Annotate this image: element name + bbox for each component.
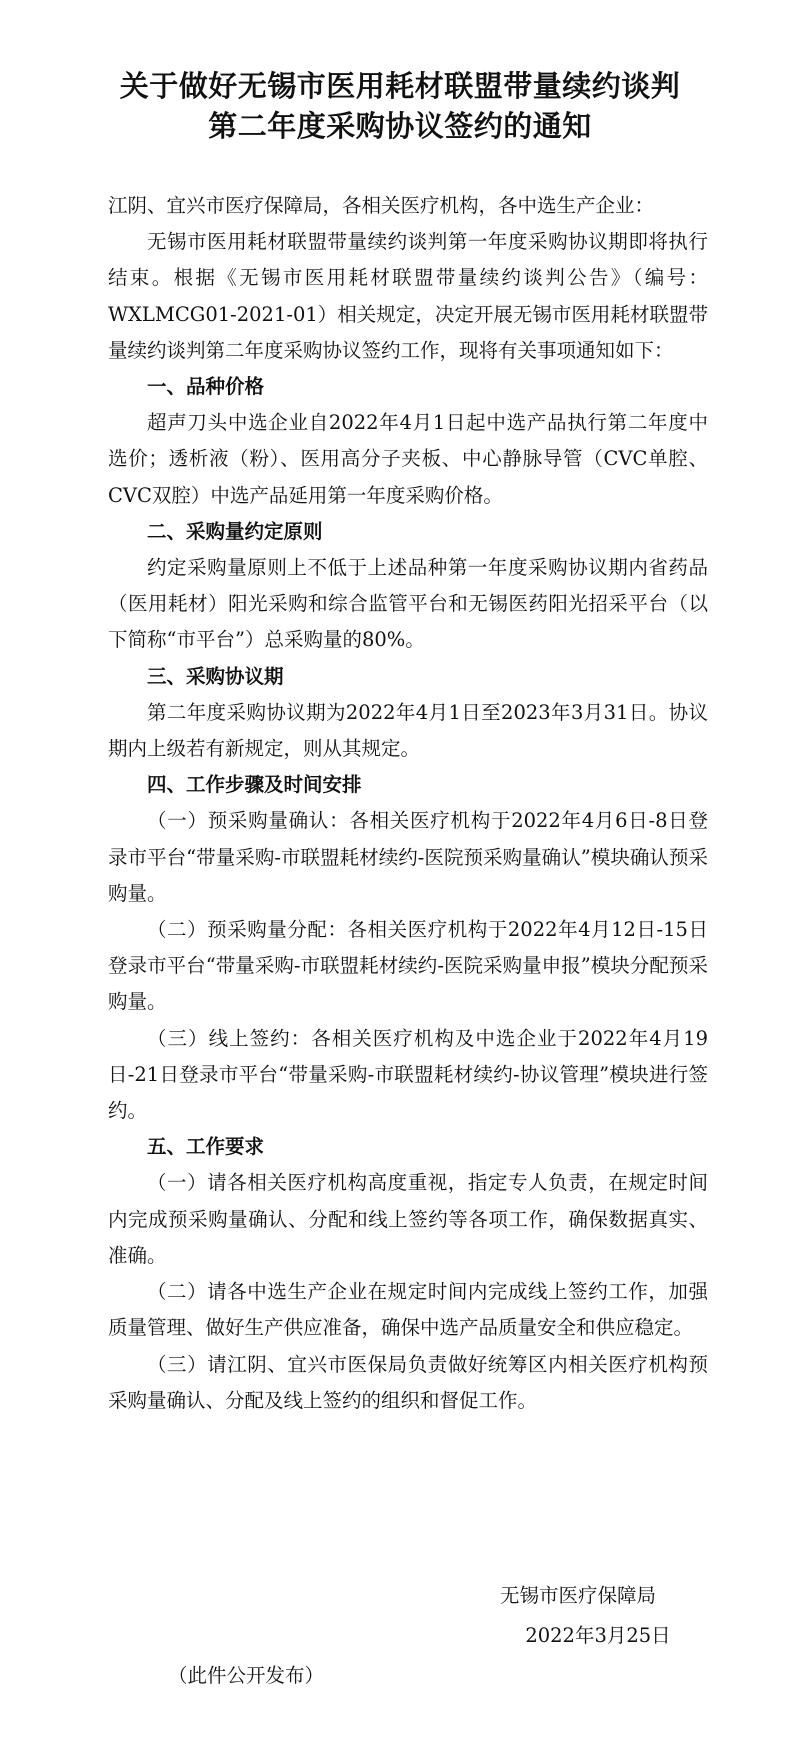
- section-paragraph: （二）预采购量分配：各相关医疗机构于2022年4月12日-15日登录市平台“带量采购-市联盟耗材续约-医院采购量申报”模块分配预采购量。: [108, 918, 708, 1014]
- document-body: [108, 188, 708, 1419]
- signature-organization: 无锡市医疗保障局: [499, 1584, 656, 1607]
- section-paragraph: 超声刀头中选企业自2022年4月1日起中选产品执行第二年度中选价；透析液（粉）、医用高分子夹板、中心静脉导管（CVC单腔、CVC双腔）中选产品延用第一年度采购价格。: [108, 411, 708, 507]
- salutation: 江阴、宜兴市医疗保障局，各相关医疗机构，各中选生产企业：: [108, 194, 655, 217]
- section-paragraph: 第二年度采购协议期为2022年4月1日至2023年3月31日。协议期内上级若有新规定，则从其规定。: [108, 700, 708, 761]
- section-paragraph: （二）请各中选生产企业在规定时间内完成线上签约工作，加强质量管理、做好生产供应准备，确保中选产品质量安全和供应稳定。: [108, 1280, 708, 1340]
- section-heading-varieties-prices: 一、品种价格: [147, 375, 265, 399]
- section-heading-work-requirements: 五、工作要求: [147, 1135, 265, 1159]
- document-title-line-1: 关于做好无锡市医用耗材联盟带量续约谈判: [119, 69, 681, 103]
- section-heading-agreement-period: 三、采购协议期: [147, 664, 284, 688]
- section-heading-work-steps: 四、工作步骤及时间安排: [147, 773, 362, 797]
- intro-paragraph: 无锡市医用耗材联盟带量续约谈判第一年度采购协议期即将执行结束。根据《无锡市医用耗材联盟带量续约谈判公告》（编号：WXLMCG01-2021-01）相关规定，决定开展无锡市医用耗材联盟带量续约谈判第二年度采购协议签约工作，现将有关事项通知如下：: [108, 230, 708, 362]
- section-paragraph: （一）请各相关医疗机构高度重视，指定专人负责，在规定时间内完成预采购量确认、分配和线上签约等各项工作，确保数据真实、准确。: [108, 1171, 708, 1267]
- section-heading-volume-principle: 二、采购量约定原则: [147, 519, 323, 543]
- section-paragraph: 约定采购量原则上不低于上述品种第一年度采购协议期内省药品（医用耗材）阳光采购和综合监管平台和无锡医药阳光招采平台（以下简称“市平台”）总采购量的80%。: [108, 556, 708, 652]
- signature-date: 2022年3月25日: [525, 1624, 671, 1647]
- section-paragraph: （一）预采购量确认：各相关医疗机构于2022年4月6日-8日登录市平台“带量采购-市联盟耗材续约-医院预采购量确认”模块确认预采购量。: [108, 809, 708, 905]
- section-paragraph: （三）线上签约：各相关医疗机构及中选企业于2022年4月19日-21日登录市平台“带量采购-市联盟耗材续约-协议管理”模块进行签约。: [108, 1026, 708, 1123]
- public-release-note: （此件公开发布）: [168, 1664, 325, 1687]
- section-paragraph: （三）请江阴、宜兴市医保局负责做好统筹区内相关医疗机构预采购量确认、分配及线上签约的组织和督促工作。: [108, 1352, 708, 1412]
- document-title-line-2: 第二年度采购协议签约的通知: [208, 109, 592, 143]
